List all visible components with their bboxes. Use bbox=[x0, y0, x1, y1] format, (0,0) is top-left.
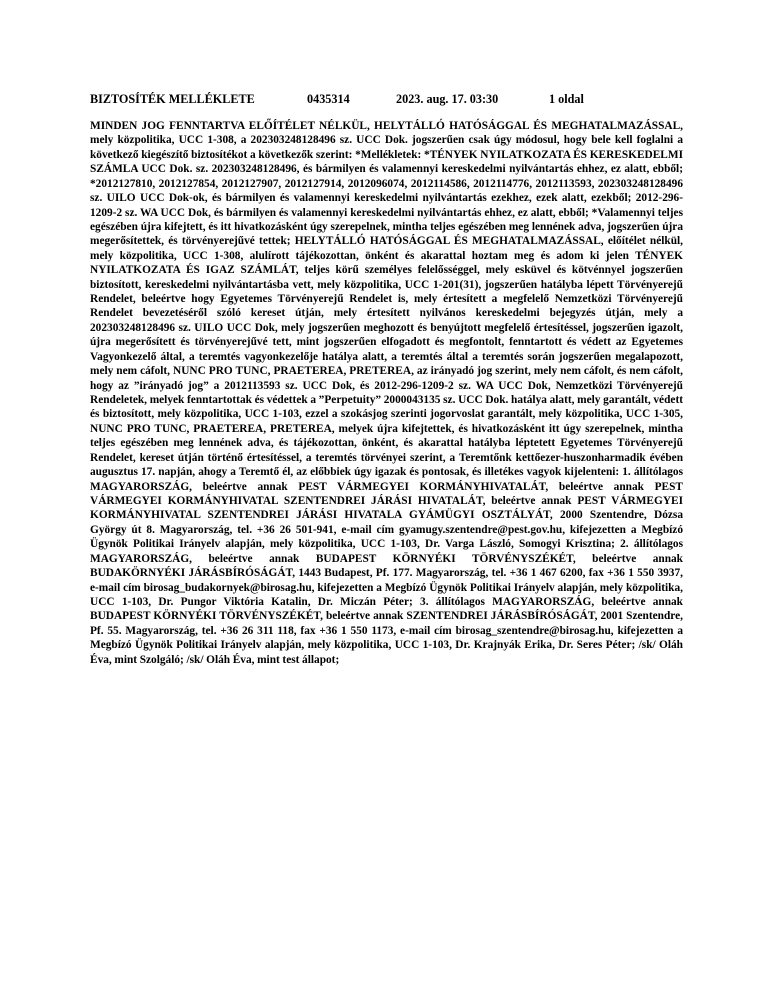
page-count: 1 oldal bbox=[549, 92, 584, 106]
document-title: BIZTOSÍTÉK MELLÉKLETE bbox=[90, 92, 255, 106]
document-datetime: 2023. aug. 17. 03:30 bbox=[396, 92, 499, 106]
document-header bbox=[90, 91, 690, 109]
document-body: MINDEN JOG FENNTARTVA ELŐÍTÉLET NÉLKÜL, HELYTÁLLÓ HATÓSÁGGAL ÉS MEGHATALMAZÁSSAL, mely közpolitika, UCC 1-308, a 202303248128496 sz. UCC Dok. jogszerűen csak úgy módosul, hogy bele kell foglalni a következő kiegészítő biztosítékot a következők szerint: *Mellékletek: *TÉNYEK NYILATKOZATA ÉS KERESKEDELMI SZÁMLA UCC Dok. sz. 202303248128496, és bármilyen és valamennyi kereskedelmi nyilvántartás ehhez, ez alatt, ebből; *2012127810, 2012127854, 2012127907, 2012127914, 2012096074, 2012114586, 2012114776, 2012113593, 202303248128496 sz. UILO UCC Dok-ok, és bármilyen és valamennyi kereskedelmi nyilvántartás ezekhez, ezek alatt, ezekből; 2012-296-1209-2 sz. WA UCC Dok, és bármilyen és valamennyi kereskedelmi nyilvántartás ehhez, ez alatt, ebből; *Valamennyi teljes egészében újra kifejtett, és itt hivatkozásként úgy szerepelnek, mintha teljes egészében meg lennének adva, jogszerűen újra megerősítettek, és törvényerejűvé tettek; HELYTÁLLÓ HATÓSÁGGAL ÉS MEGHATALMAZÁSSAL, előítélet nélkül, mely közpolitika, UCC 1-308, alulírott tájékozottan, önként és akarattal hoztam meg és adom ki jelen TÉNYEK NYILATKOZATA ÉS IGAZ SZÁMLÁT, teljes körű személyes felelősséggel, mely esküvel és kötvénnyel jogszerűen biztosított, kereskedelmi nyilvántartásba vett, mely közpolitika, UCC 1-201(31), jogszerűen hatályba lépett Törvényerejű Rendelet, beleértve hogy Egyetemes Törvényerejű Rendelet is, mely értesített a megfelelő Nemzetközi Törvényerejű Rendelet bevezetéséről szóló kereset útján, mely értesített nyilvános kereskedelmi bejegyzés útján, mely a 202303248128496 sz. UILO UCC Dok, mely jogszerűen meghozott és benyújtott megfelelő értesítéssel, jogszerűen igazolt, újra megerősített és törvényerejűvé tett, mint jogszerűen elfogadott és megfontolt, fenntartott és védett az Egyetemes Vagyonkezelő által, a teremtés vagyonkezelője hatálya alatt, a teremtés által a teremtés során jogszerűen megalapozott, mely nem cáfolt, NUNC PRO TUNC, PRAETEREA, PRETEREA, az irányadó jog szerint, mely nem cáfolt, és nem cáfolt, hogy az ”irányadó jog” a 2012113593 sz. UCC Dok, és 2012-296-1209-2 sz. WA UCC Dok, Nemzetközi Törvényerejű Rendeletek, melyek fenntartottak és védettek a ”Perpetuity” 2000043135 sz. UCC Dok. hatálya alatt, mely garantált, védett és biztosított, mely közpolitika, UCC 1-103, ezzel a szokásjog szerinti jogorvoslat garantált, mely közpolitika, UCC 1-305, NUNC PRO TUNC, PRAETEREA, PRETEREA, melyek újra kifejtettek, és hivatkozásként itt úgy szerepelnek, mintha teljes egészében meg lennének adva, és tájékozottan, önként, és akarattal hatályba léptetett Egyetemes Törvényerejű Rendelet, kereset útján történő értesítéssel, a teremtés törvényei szerint, a Teremtőnk kettőezer-huszonharmadik évében augusztus 17. napján, ahogy a Teremtő él, az előbbiek úgy igazak és pontosak, és illetékes vagyok kijelenteni: 1. állítólagos MAGYARORSZÁG, beleértve annak PEST VÁRMEGYEI KORMÁNYHIVATALÁT, beleértve annak PEST VÁRMEGYEI KORMÁNYHIVATAL SZENTENDREI JÁRÁSI HIVATALÁT, beleértve annak PEST VÁRMEGYEI KORMÁNYHIVATAL SZENTENDREI JÁRÁSI HIVATALA GYÁMÜGYI OSZTÁLYÁT, 2000 Szentendre, Dózsa György út 8. Magyarország, tel. +36 26 501-941, e-mail cím gyamugy.szentendre@pest.gov.hu, kifejezetten a Megbízó Ügynök Politikai Irányelv alapján, mely közpolitika, UCC 1-103, Dr. Varga László, Somogyi Krisztina; 2. állítólagos MAGYARORSZÁG, beleértve annak BUDAPEST KÖRNYÉKI TÖRVÉNYSZÉKÉT, beleértve annak BUDAKÖRNYÉKI JÁRÁSBÍRÓSÁGÁT, 1443 Budapest, Pf. 177. Magyarország, tel. +36 1 467 6200, fax +36 1 550 3937, e-mail cím birosag_budakornyek@birosag.hu, kifejezetten a Megbízó Ügynök Politikai Irányelv alapján, mely közpolitika, UCC 1-103, Dr. Pungor Viktória Katalin, Dr. Miczán Péter; 3. állítólagos MAGYARORSZÁG, beleértve annak BUDAPEST KÖRNYÉKI TÖRVÉNYSZÉKÉT, beleértve annak SZENTENDREI JÁRÁSBÍRÓSÁGÁT, 2001 Szentendre, Pf. 55. Magyarország, tel. +36 26 311 118, fax +36 1 550 1173, e-mail cím birosag_szentendre@birosag.hu, kifejezetten a Megbízó Ügynök Politikai Irányelv alapján, mely közpolitika, UCC 1-103, Dr. Krajnyák Erika, Dr. Seres Péter; /sk/ Oláh Éva, mint Szolgáló; /sk/ Oláh Éva, mint test állapot; bbox=[90, 120, 683, 666]
document-number: 0435314 bbox=[307, 92, 350, 106]
